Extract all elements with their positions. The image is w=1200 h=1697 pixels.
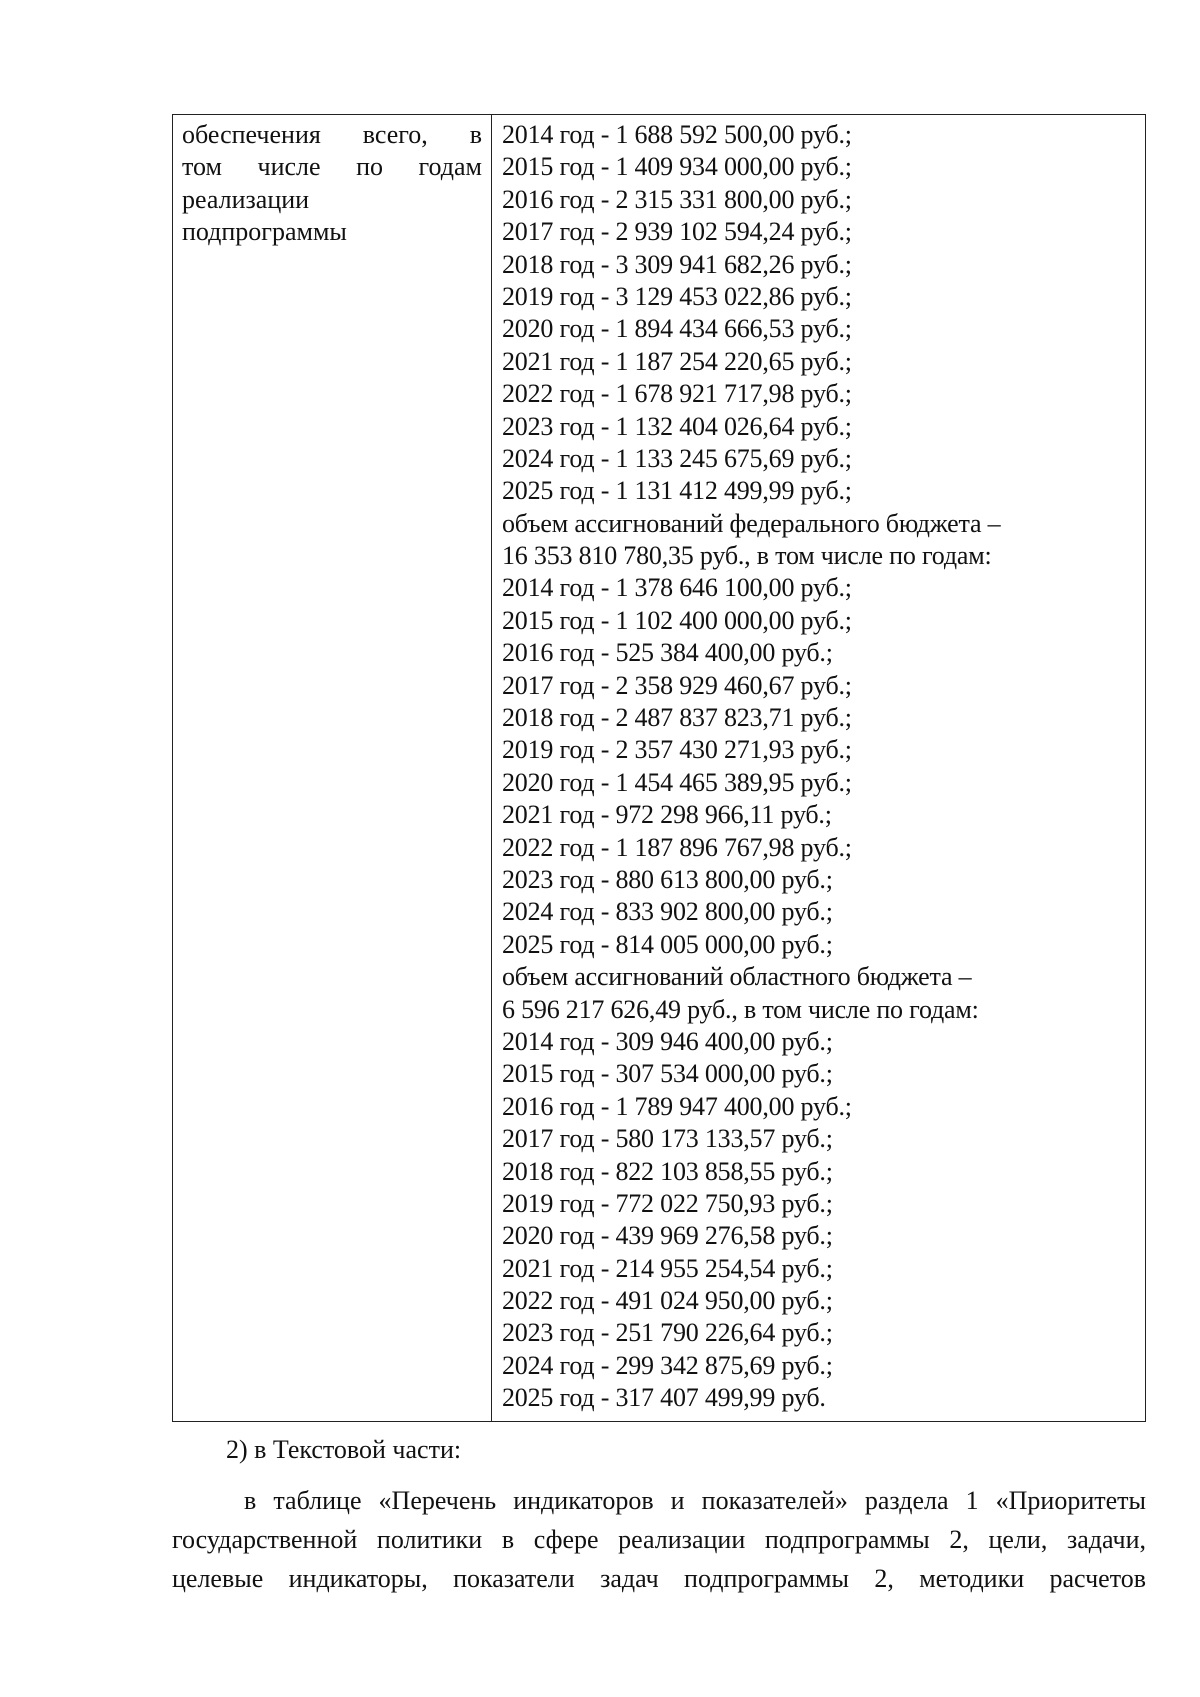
body-paragraph xyxy=(172,1481,1146,1598)
amount-line: 2014 год - 1 688 592 500,00 руб.; xyxy=(502,120,852,149)
amount-line: 2015 год - 1 409 934 000,00 руб.; xyxy=(502,152,852,182)
federal-budget-heading: объем ассигнований федерального бюджета – xyxy=(502,508,1001,538)
paragraph-line: государственной политики в сфере реализации подпрограммы 2, цели, задачи, xyxy=(172,1525,1146,1554)
amount-line: 2015 год - 307 534 000,00 руб.; xyxy=(502,1059,833,1089)
amount-line: 2021 год - 972 298 966,11 руб.; xyxy=(502,800,832,830)
value-cell xyxy=(492,115,1146,1422)
label-line: том числе по годам xyxy=(182,152,482,182)
amount-line: 2018 год - 2 487 837 823,71 руб.; xyxy=(502,703,852,733)
section-item-heading: 2) в Текстовой части: xyxy=(226,1435,462,1464)
regional-budget-total: 6 596 217 626,49 руб., в том числе по годам: xyxy=(502,994,979,1024)
amount-line: 2019 год - 2 357 430 271,93 руб.; xyxy=(502,735,852,765)
amount-line: 2016 год - 1 789 947 400,00 руб.; xyxy=(502,1091,852,1121)
label-cell xyxy=(173,115,492,1422)
label-line: обеспечения всего, в xyxy=(182,120,482,149)
amount-line: 2020 год - 1 894 434 666,53 руб.; xyxy=(502,314,852,344)
label-line: реализации xyxy=(182,184,310,214)
amount-line: 2023 год - 880 613 800,00 руб.; xyxy=(502,864,833,894)
amount-line: 2020 год - 439 969 276,58 руб.; xyxy=(502,1221,833,1251)
federal-budget-total: 16 353 810 780,35 руб., в том числе по годам: xyxy=(502,541,992,571)
amount-line: 2014 год - 309 946 400,00 руб.; xyxy=(502,1026,833,1056)
amount-line: 2017 год - 2 358 929 460,67 руб.; xyxy=(502,670,852,700)
amount-line: 2024 год - 299 342 875,69 руб.; xyxy=(502,1350,833,1380)
amount-line: 2015 год - 1 102 400 000,00 руб.; xyxy=(502,605,852,635)
amount-line: 2017 год - 2 939 102 594,24 руб.; xyxy=(502,217,852,247)
amount-line: 2016 год - 2 315 331 800,00 руб.; xyxy=(502,184,852,214)
amount-line: 2024 год - 1 133 245 675,69 руб.; xyxy=(502,443,852,473)
funding-table xyxy=(172,114,1146,1422)
paragraph-line: в таблице «Перечень индикаторов и показателей» раздела 1 «Приоритеты xyxy=(244,1486,1146,1515)
amount-line: 2022 год - 491 024 950,00 руб.; xyxy=(502,1286,833,1316)
amount-line: 2023 год - 251 790 226,64 руб.; xyxy=(502,1318,833,1348)
amount-line: 2025 год - 814 005 000,00 руб.; xyxy=(502,929,833,959)
amount-line: 2019 год - 3 129 453 022,86 руб.; xyxy=(502,281,852,311)
amount-line: 2016 год - 525 384 400,00 руб.; xyxy=(502,638,833,668)
amount-line: 2014 год - 1 378 646 100,00 руб.; xyxy=(502,573,852,603)
amount-line: 2022 год - 1 187 896 767,98 руб.; xyxy=(502,832,852,862)
amount-line: 2020 год - 1 454 465 389,95 руб.; xyxy=(502,767,852,797)
amount-line: 2017 год - 580 173 133,57 руб.; xyxy=(502,1124,833,1154)
label-line: подпрограммы xyxy=(182,217,347,247)
amount-line: 2025 год - 317 407 499,99 руб. xyxy=(502,1383,826,1413)
amount-line: 2021 год - 1 187 254 220,65 руб.; xyxy=(502,346,852,376)
regional-budget-heading: объем ассигнований областного бюджета – xyxy=(502,962,972,992)
amount-line: 2018 год - 3 309 941 682,26 руб.; xyxy=(502,249,852,279)
amount-line: 2024 год - 833 902 800,00 руб.; xyxy=(502,897,833,927)
amount-line: 2019 год - 772 022 750,93 руб.; xyxy=(502,1188,833,1218)
amount-line: 2022 год - 1 678 921 717,98 руб.; xyxy=(502,379,852,409)
amount-line: 2025 год - 1 131 412 499,99 руб.; xyxy=(502,476,852,506)
amount-line: 2023 год - 1 132 404 026,64 руб.; xyxy=(502,411,852,441)
paragraph-line: целевые индикаторы, показатели задач подпрограммы 2, методики расчетов xyxy=(172,1564,1146,1593)
amount-line: 2021 год - 214 955 254,54 руб.; xyxy=(502,1253,833,1283)
amount-line: 2018 год - 822 103 858,55 руб.; xyxy=(502,1156,833,1186)
table-row xyxy=(173,115,1146,1422)
